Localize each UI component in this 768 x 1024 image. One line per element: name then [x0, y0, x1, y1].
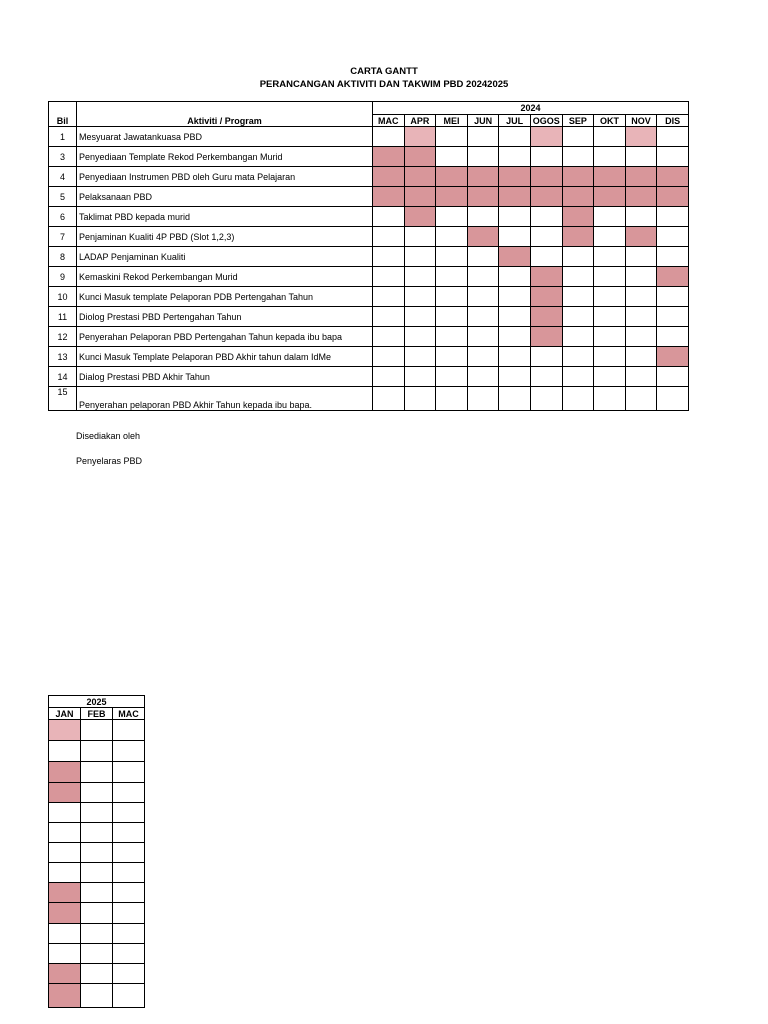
- activity-name: Penyediaan Instrumen PBD oleh Guru mata Pelajaran: [77, 167, 373, 187]
- month-header-2025: MAC: [113, 708, 145, 720]
- month-header-2024: APR: [404, 115, 436, 127]
- gantt-cell: [404, 167, 436, 187]
- month-header-2024: MEI: [436, 115, 468, 127]
- gantt-cell: [562, 367, 594, 387]
- gantt-cell: [467, 127, 499, 147]
- gantt-cell: [404, 367, 436, 387]
- gantt-cell: [625, 247, 657, 267]
- gantt-cell: [467, 327, 499, 347]
- gantt-cell: [530, 247, 562, 267]
- activity-row-2025: [49, 964, 145, 984]
- gantt-cell: [467, 367, 499, 387]
- year-2025-header: 2025: [49, 696, 145, 708]
- chart-subtitle: PERANCANGAN AKTIVITI DAN TAKWIM PBD 20242025: [259, 79, 509, 90]
- activity-name: Kunci Masuk Template Pelaporan PBD Akhir tahun dalam IdMe: [77, 347, 373, 367]
- gantt-cell: [467, 387, 499, 411]
- gantt-cell: [373, 347, 405, 367]
- gantt-cell: [499, 287, 531, 307]
- activity-row-2025: [49, 883, 145, 903]
- gantt-cell: [562, 147, 594, 167]
- bil-header: Bil: [49, 102, 77, 127]
- gantt-cell: [404, 247, 436, 267]
- activity-row-2025: [49, 783, 145, 803]
- gantt-cell: [81, 720, 113, 741]
- gantt-cell: [436, 367, 468, 387]
- gantt-cell: [436, 327, 468, 347]
- gantt-cell: [113, 803, 145, 823]
- gantt-cell: [113, 762, 145, 783]
- gantt-cell: [81, 863, 113, 883]
- gantt-cell: [499, 227, 531, 247]
- gantt-cell: [499, 167, 531, 187]
- gantt-cell: [594, 227, 626, 247]
- gantt-cell: [467, 207, 499, 227]
- gantt-cell: [499, 347, 531, 367]
- gantt-cell: [499, 127, 531, 147]
- gantt-cell: [81, 944, 113, 964]
- activity-row-2025: [49, 803, 145, 823]
- activity-row-2025: [49, 823, 145, 843]
- gantt-cell: [373, 187, 405, 207]
- activity-row: [49, 247, 689, 267]
- activity-row: [49, 127, 689, 147]
- gantt-cell: [594, 187, 626, 207]
- gantt-cell: [404, 267, 436, 287]
- gantt-cell: [373, 287, 405, 307]
- gantt-cell: [49, 783, 81, 803]
- gantt-cell: [49, 741, 81, 762]
- gantt-cell: [49, 803, 81, 823]
- activity-row: [49, 267, 689, 287]
- gantt-cell: [81, 883, 113, 903]
- gantt-cell: [562, 227, 594, 247]
- gantt-cell: [81, 964, 113, 984]
- activity-row-2025: [49, 741, 145, 762]
- gantt-cell: [625, 207, 657, 227]
- gantt-cell: [594, 347, 626, 367]
- gantt-cell: [562, 327, 594, 347]
- gantt-cell: [113, 964, 145, 984]
- gantt-cell: [562, 267, 594, 287]
- gantt-cell: [499, 387, 531, 411]
- row-number: 11: [49, 307, 77, 327]
- gantt-cell: [657, 327, 689, 347]
- gantt-cell: [404, 187, 436, 207]
- activity-row-2025: [49, 762, 145, 783]
- gantt-cell: [657, 207, 689, 227]
- activity-name: Kemaskini Rekod Perkembangan Murid: [77, 267, 373, 287]
- year-2024-header: 2024: [373, 102, 689, 115]
- row-number: 4: [49, 167, 77, 187]
- gantt-cell: [530, 287, 562, 307]
- gantt-cell: [467, 227, 499, 247]
- gantt-cell: [436, 147, 468, 167]
- gantt-cell: [657, 147, 689, 167]
- activity-row: [49, 307, 689, 327]
- gantt-cell: [49, 863, 81, 883]
- gantt-cell: [373, 147, 405, 167]
- activity-header: Aktiviti / Program: [77, 102, 373, 127]
- row-number: 14: [49, 367, 77, 387]
- activity-row: [49, 207, 689, 227]
- gantt-cell: [49, 823, 81, 843]
- gantt-cell: [625, 267, 657, 287]
- gantt-cell: [436, 187, 468, 207]
- gantt-cell: [373, 387, 405, 411]
- row-number: 8: [49, 247, 77, 267]
- gantt-table-2025: [48, 695, 145, 1008]
- gantt-cell: [373, 167, 405, 187]
- gantt-cell: [467, 347, 499, 367]
- month-header-2024: JUL: [499, 115, 531, 127]
- gantt-cell: [467, 267, 499, 287]
- gantt-cell: [530, 147, 562, 167]
- gantt-cell: [113, 720, 145, 741]
- gantt-cell: [436, 307, 468, 327]
- gantt-cell: [81, 903, 113, 924]
- gantt-cell: [625, 327, 657, 347]
- gantt-cell: [404, 207, 436, 227]
- gantt-cell: [467, 307, 499, 327]
- gantt-cell: [113, 783, 145, 803]
- gantt-cell: [499, 147, 531, 167]
- prepared-by-label: Disediakan oleh: [76, 431, 141, 441]
- activity-name: Dialog Prestasi PBD Akhir Tahun: [77, 367, 373, 387]
- activity-row-2025: [49, 863, 145, 883]
- gantt-cell: [373, 327, 405, 347]
- gantt-cell: [625, 307, 657, 327]
- gantt-cell: [404, 307, 436, 327]
- gantt-cell: [657, 367, 689, 387]
- gantt-cell: [562, 187, 594, 207]
- row-number: 13: [49, 347, 77, 367]
- gantt-cell: [499, 307, 531, 327]
- row-number: 3: [49, 147, 77, 167]
- gantt-cell: [373, 367, 405, 387]
- gantt-cell: [625, 347, 657, 367]
- activity-row-2025: [49, 944, 145, 964]
- gantt-table-2024: [48, 101, 689, 411]
- gantt-cell: [49, 903, 81, 924]
- gantt-cell: [499, 207, 531, 227]
- gantt-cell: [625, 167, 657, 187]
- gantt-cell: [594, 127, 626, 147]
- gantt-cell: [594, 327, 626, 347]
- gantt-cell: [113, 741, 145, 762]
- gantt-cell: [530, 367, 562, 387]
- gantt-cell: [562, 287, 594, 307]
- activity-row-2025: [49, 843, 145, 863]
- gantt-cell: [530, 327, 562, 347]
- activity-name: Diolog Prestasi PBD Pertengahan Tahun: [77, 307, 373, 327]
- gantt-cell: [113, 903, 145, 924]
- gantt-cell: [49, 843, 81, 863]
- gantt-cell: [436, 127, 468, 147]
- gantt-cell: [436, 167, 468, 187]
- gantt-cell: [499, 367, 531, 387]
- gantt-cell: [657, 247, 689, 267]
- gantt-cell: [625, 147, 657, 167]
- gantt-cell: [467, 167, 499, 187]
- gantt-cell: [625, 227, 657, 247]
- activity-name: Kunci Masuk template Pelaporan PDB Pertengahan Tahun: [77, 287, 373, 307]
- gantt-cell: [467, 287, 499, 307]
- gantt-cell: [657, 167, 689, 187]
- gantt-cell: [657, 387, 689, 411]
- gantt-cell: [530, 187, 562, 207]
- gantt-cell: [81, 762, 113, 783]
- gantt-cell: [467, 247, 499, 267]
- gantt-cell: [436, 347, 468, 367]
- gantt-cell: [113, 823, 145, 843]
- month-header-2024: JUN: [467, 115, 499, 127]
- gantt-cell: [562, 127, 594, 147]
- gantt-cell: [113, 843, 145, 863]
- activity-row: [49, 167, 689, 187]
- gantt-cell: [373, 267, 405, 287]
- row-number: 12: [49, 327, 77, 347]
- gantt-cell: [404, 147, 436, 167]
- gantt-cell: [49, 924, 81, 944]
- month-header-2024: MAC: [373, 115, 405, 127]
- activity-row: [49, 327, 689, 347]
- gantt-cell: [436, 227, 468, 247]
- month-header-2025: JAN: [49, 708, 81, 720]
- gantt-cell: [373, 307, 405, 327]
- gantt-cell: [625, 387, 657, 411]
- activity-row: [49, 367, 689, 387]
- row-number: 1: [49, 127, 77, 147]
- activity-name: Taklimat PBD kepada murid: [77, 207, 373, 227]
- gantt-cell: [81, 803, 113, 823]
- coordinator-label: Penyelaras PBD: [76, 456, 143, 466]
- activity-row: [49, 347, 689, 367]
- gantt-cell: [404, 127, 436, 147]
- activity-row: [49, 387, 689, 411]
- gantt-cell: [625, 367, 657, 387]
- gantt-cell: [657, 127, 689, 147]
- gantt-cell: [113, 863, 145, 883]
- activity-row-2025: [49, 903, 145, 924]
- gantt-cell: [467, 187, 499, 207]
- gantt-cell: [404, 347, 436, 367]
- gantt-cell: [657, 267, 689, 287]
- gantt-cell: [625, 187, 657, 207]
- month-header-2024: DIS: [657, 115, 689, 127]
- gantt-cell: [657, 227, 689, 247]
- gantt-cell: [625, 287, 657, 307]
- gantt-cell: [436, 267, 468, 287]
- activity-name: LADAP Penjaminan Kualiti: [77, 247, 373, 267]
- gantt-cell: [49, 964, 81, 984]
- month-header-2024: OKT: [594, 115, 626, 127]
- row-number: 9: [49, 267, 77, 287]
- gantt-cell: [49, 720, 81, 741]
- gantt-cell: [404, 227, 436, 247]
- gantt-cell: [594, 307, 626, 327]
- gantt-cell: [113, 944, 145, 964]
- gantt-cell: [81, 741, 113, 762]
- gantt-cell: [562, 207, 594, 227]
- row-number: 10: [49, 287, 77, 307]
- gantt-cell: [530, 307, 562, 327]
- row-number: 5: [49, 187, 77, 207]
- activity-row: [49, 187, 689, 207]
- activity-name: Penyediaan Template Rekod Perkembangan Murid: [77, 147, 373, 167]
- gantt-cell: [594, 147, 626, 167]
- activity-row: [49, 227, 689, 247]
- gantt-cell: [530, 127, 562, 147]
- gantt-cell: [594, 207, 626, 227]
- gantt-cell: [594, 247, 626, 267]
- activity-row: [49, 287, 689, 307]
- gantt-cell: [436, 387, 468, 411]
- gantt-cell: [81, 924, 113, 944]
- gantt-cell: [594, 267, 626, 287]
- gantt-cell: [530, 207, 562, 227]
- gantt-cell: [49, 883, 81, 903]
- gantt-cell: [404, 287, 436, 307]
- gantt-cell: [530, 387, 562, 411]
- gantt-cell: [81, 783, 113, 803]
- gantt-cell: [562, 307, 594, 327]
- gantt-cell: [436, 247, 468, 267]
- gantt-cell: [436, 287, 468, 307]
- gantt-cell: [81, 984, 113, 1008]
- gantt-cell: [594, 367, 626, 387]
- gantt-cell: [49, 944, 81, 964]
- gantt-cell: [373, 207, 405, 227]
- row-number: 7: [49, 227, 77, 247]
- activity-row-2025: [49, 984, 145, 1008]
- gantt-cell: [467, 147, 499, 167]
- gantt-cell: [113, 924, 145, 944]
- gantt-cell: [657, 287, 689, 307]
- chart-title: CARTA GANTT: [350, 66, 418, 77]
- gantt-cell: [373, 227, 405, 247]
- gantt-cell: [81, 823, 113, 843]
- activity-name: Penyerahan pelaporan PBD Akhir Tahun kepada ibu bapa.: [77, 387, 373, 411]
- gantt-cell: [562, 247, 594, 267]
- gantt-cell: [113, 984, 145, 1008]
- gantt-cell: [594, 167, 626, 187]
- gantt-cell: [499, 267, 531, 287]
- gantt-cell: [81, 843, 113, 863]
- activity-name: Mesyuarat Jawatankuasa PBD: [77, 127, 373, 147]
- gantt-cell: [594, 287, 626, 307]
- gantt-cell: [373, 247, 405, 267]
- gantt-cell: [499, 247, 531, 267]
- activity-row-2025: [49, 720, 145, 741]
- activity-name: Penjaminan Kualiti 4P PBD (Slot 1,2,3): [77, 227, 373, 247]
- row-number: 15: [49, 387, 77, 411]
- gantt-cell: [530, 227, 562, 247]
- month-header-2024: NOV: [625, 115, 657, 127]
- gantt-cell: [562, 387, 594, 411]
- gantt-cell: [499, 327, 531, 347]
- activity-name: Penyerahan Pelaporan PBD Pertengahan Tahun kepada ibu bapa: [77, 327, 373, 347]
- row-number: 6: [49, 207, 77, 227]
- activity-row: [49, 147, 689, 167]
- gantt-cell: [657, 347, 689, 367]
- gantt-cell: [530, 347, 562, 367]
- activity-name: Pelaksanaan PBD: [77, 187, 373, 207]
- activity-row-2025: [49, 924, 145, 944]
- gantt-cell: [625, 127, 657, 147]
- gantt-cell: [404, 327, 436, 347]
- gantt-cell: [113, 883, 145, 903]
- gantt-cell: [49, 984, 81, 1008]
- month-header-2024: SEP: [562, 115, 594, 127]
- month-header-2025: FEB: [81, 708, 113, 720]
- gantt-cell: [562, 167, 594, 187]
- gantt-cell: [657, 307, 689, 327]
- month-header-2024: OGOS: [530, 115, 562, 127]
- gantt-cell: [530, 167, 562, 187]
- gantt-cell: [404, 387, 436, 411]
- gantt-cell: [562, 347, 594, 367]
- gantt-cell: [436, 207, 468, 227]
- gantt-cell: [594, 387, 626, 411]
- gantt-cell: [657, 187, 689, 207]
- gantt-cell: [373, 127, 405, 147]
- gantt-cell: [530, 267, 562, 287]
- gantt-cell: [499, 187, 531, 207]
- gantt-cell: [49, 762, 81, 783]
